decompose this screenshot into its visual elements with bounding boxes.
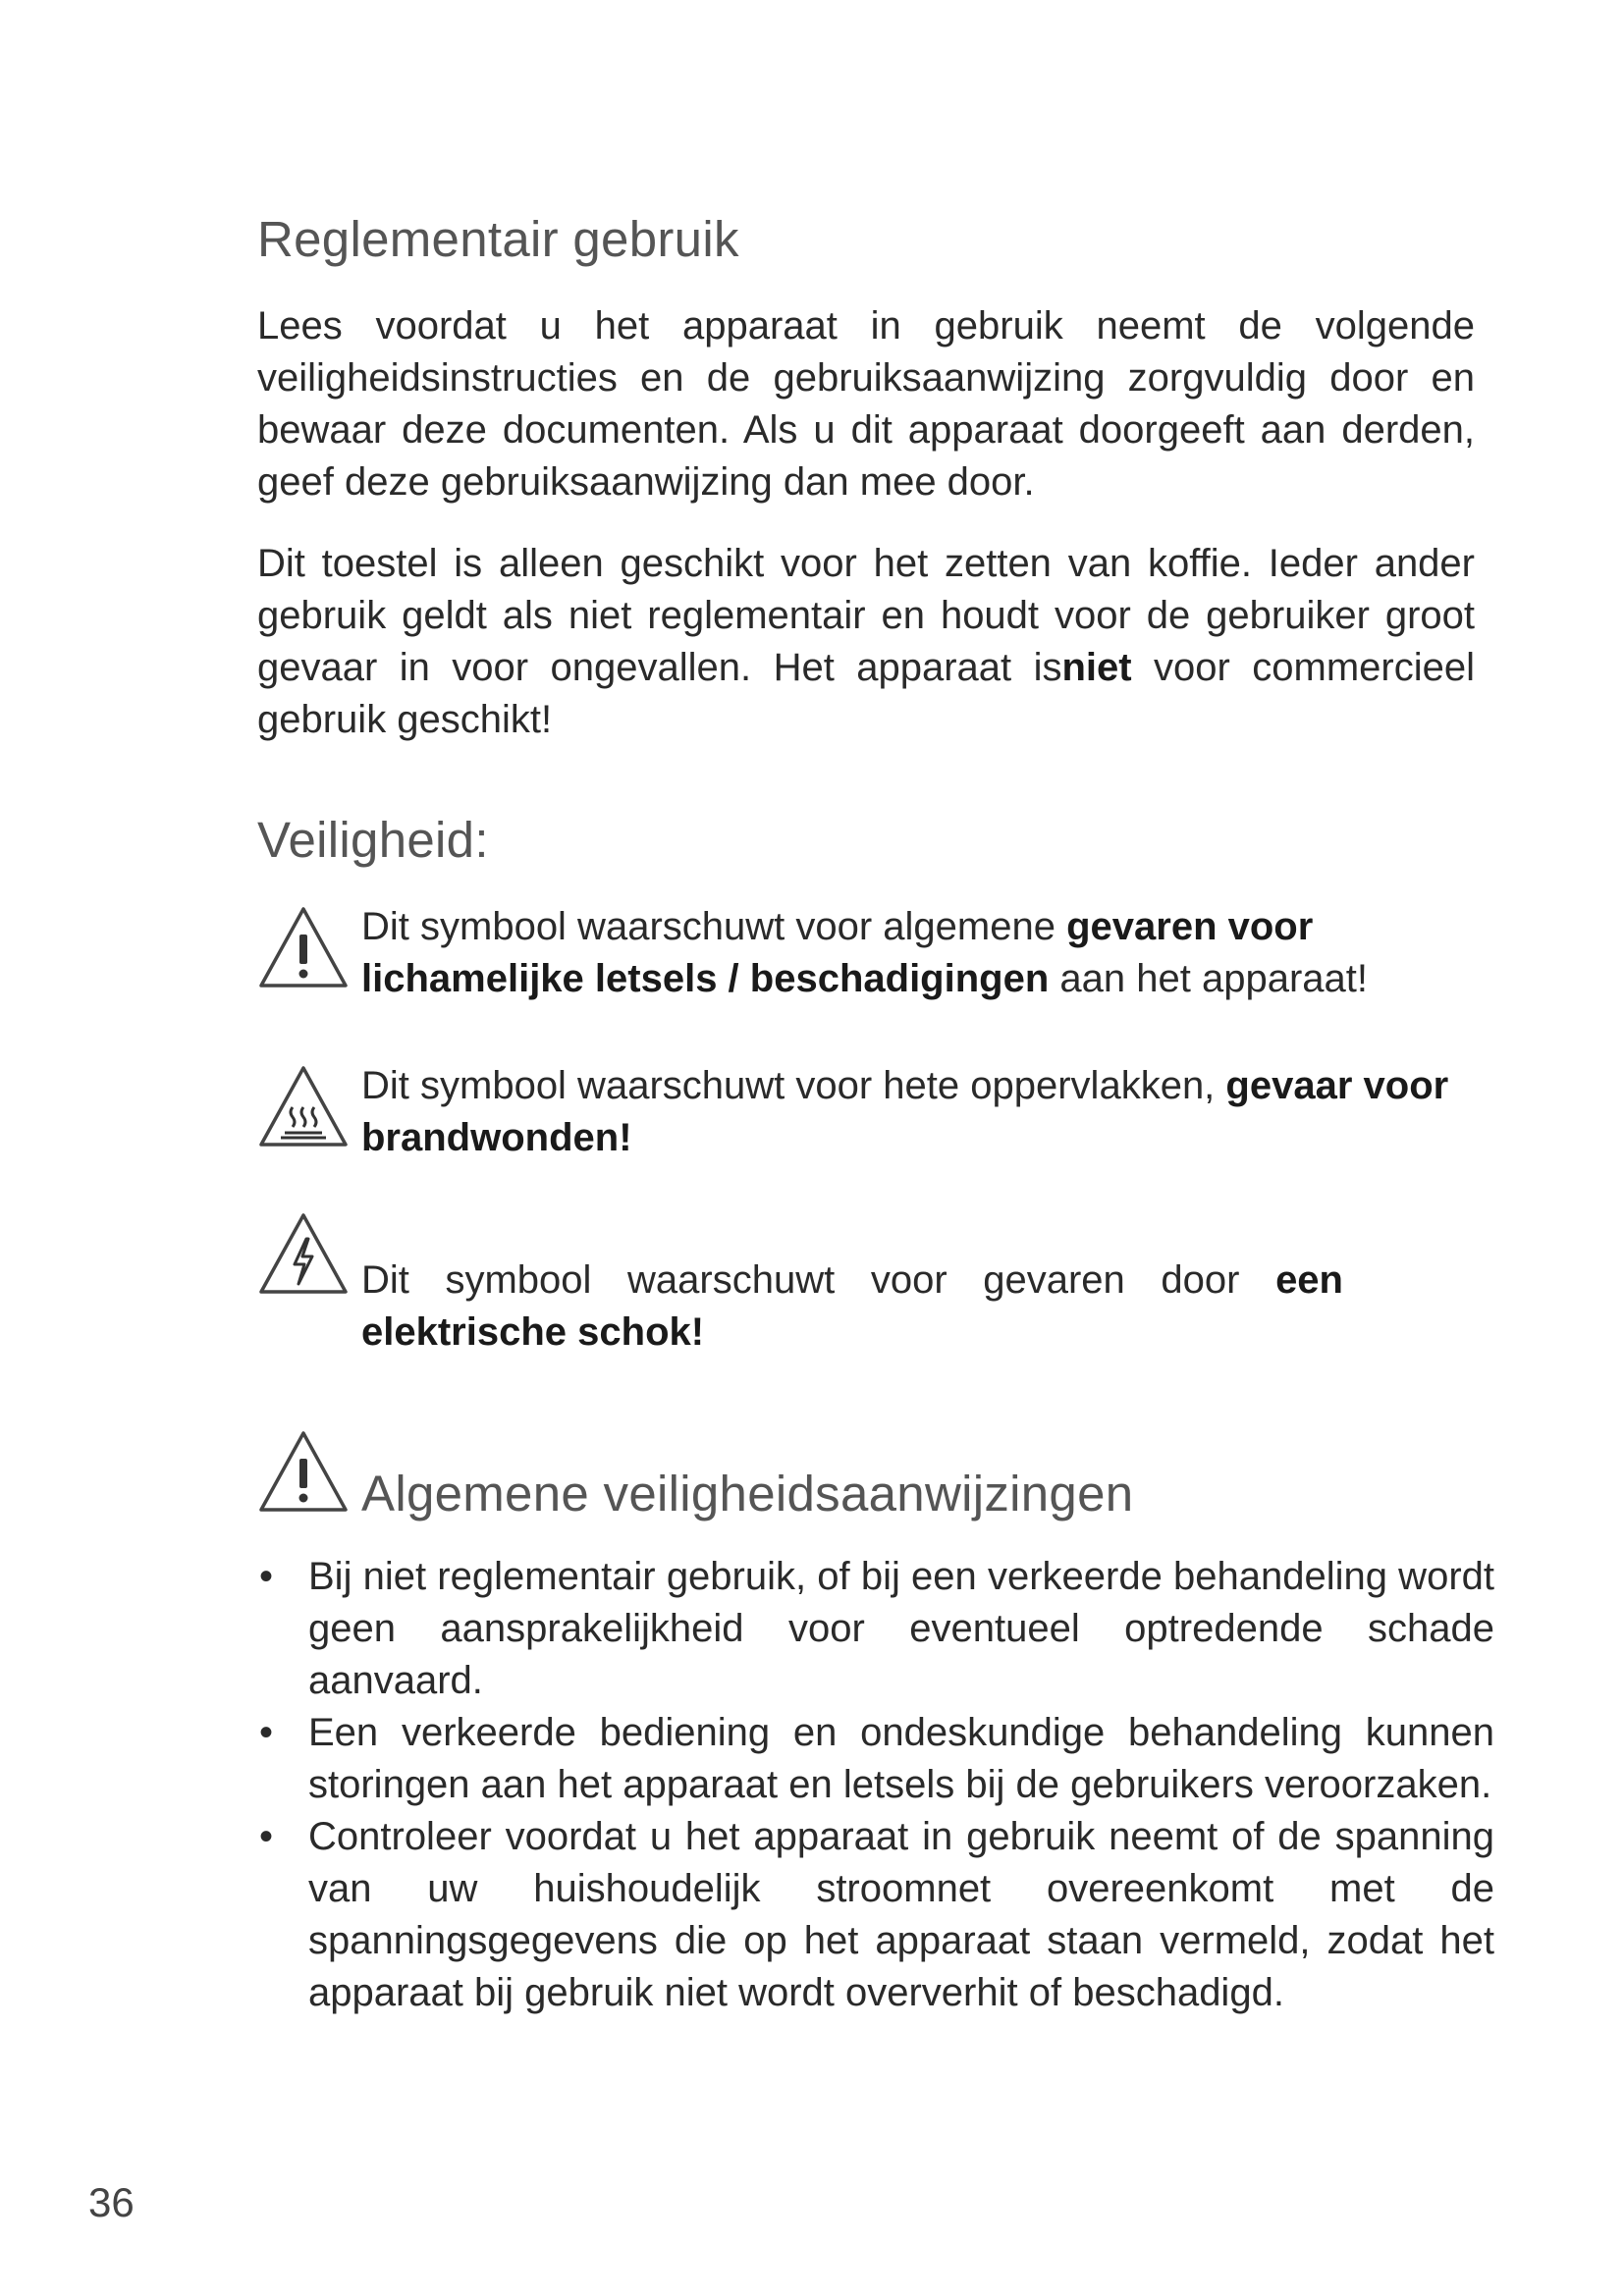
warning-general-text-start: Dit symbool waarschuwt voor algemene [361,905,1067,948]
paragraph-usage-bold: niet [1061,646,1132,689]
warning-general-text-end: aan het apparaat! [1049,957,1368,1000]
section-title-veiligheid: Veiligheid: [257,812,489,868]
warning-electric-shock-text-bold: een elektrische schok! [361,1258,1343,1354]
warning-hot-surface-text-start: Dit symbool waarschuwt voor hete oppervlakken, [361,1064,1226,1107]
page-number: 36 [88,2179,135,2225]
section-title-reglementair-gebruik: Reglementair gebruik [257,211,739,267]
list-item-text: Een verkeerde bediening en ondeskundige behandeling kunnen storingen aan het apparaat en letsels bij de gebruikers veroorzaken. [308,1711,1494,1806]
list-item-text: Controleer voordat u het apparaat in gebruik neemt of de spanning van uw huishoudelijk stroomnet overeenkomt met de spanningsgegevens die op het apparaat staan vermeld, zodat het apparaat bij gebruik niet wordt oververhit of beschadigd. [308,1815,1494,2014]
warning-electric-shock-text [361,1255,1343,1359]
list-item [257,1707,1494,1811]
warning-hot-surface-text [361,1060,1461,1164]
bullet-icon: • [259,1555,274,1598]
list-item-text: Bij niet reglementair gebruik, of bij een verkeerde behandeling wordt geen aansprakelijkheid voor eventueel optredende schade aanvaard. [308,1555,1494,1702]
bullet-icon: • [259,1815,274,1858]
list-item [257,1811,1494,2019]
warning-general-text-bold: gevaren voor lichamelijke letsels / beschadigingen [361,905,1314,1000]
electric-shock-warning-icon [257,1211,350,1296]
bullet-icon: • [259,1711,274,1754]
safety-instructions-list [257,1551,1494,2019]
warning-hot-surface-text-bold: gevaar voor brandwonden! [361,1064,1449,1159]
exclamation-warning-icon [257,1429,350,1514]
warning-electric-shock-text-start: Dit symbool waarschuwt voor gevaren door [361,1258,1276,1302]
warning-hot-surface [257,1060,1475,1168]
paragraph-intro: Lees voordat u het apparaat in gebruik neemt de volgende veiligheidsinstructies en de gebruiksaanwijzing zorgvuldig door en bewaar deze documenten. Als u dit apparaat doorgeeft aan derden, geef deze gebruiksaanwijzing dan mee door. [257,304,1475,504]
section-general-safety-header [257,1429,1475,1527]
warning-general [257,901,1475,1009]
paragraph-usage [257,538,1475,746]
warning-general-text [361,901,1461,1005]
paragraph-usage-start: Dit toestel is alleen geschikt voor het zetten van koffie. Ieder ander gebruik geldt als niet reglementair en houdt voor de gebruiker groot gevaar in voor ongevallen. Het apparaat is [257,542,1475,689]
exclamation-warning-icon [257,905,350,989]
list-item [257,1551,1494,1707]
section-title-algemene-veiligheidsaanwijzingen: Algemene veiligheidsaanwijzingen [361,1466,1134,1522]
paragraph-usage-end: voor commercieel gebruik geschikt! [257,646,1475,741]
warning-electric-shock [257,1211,1475,1354]
hot-surface-warning-icon [257,1064,350,1148]
